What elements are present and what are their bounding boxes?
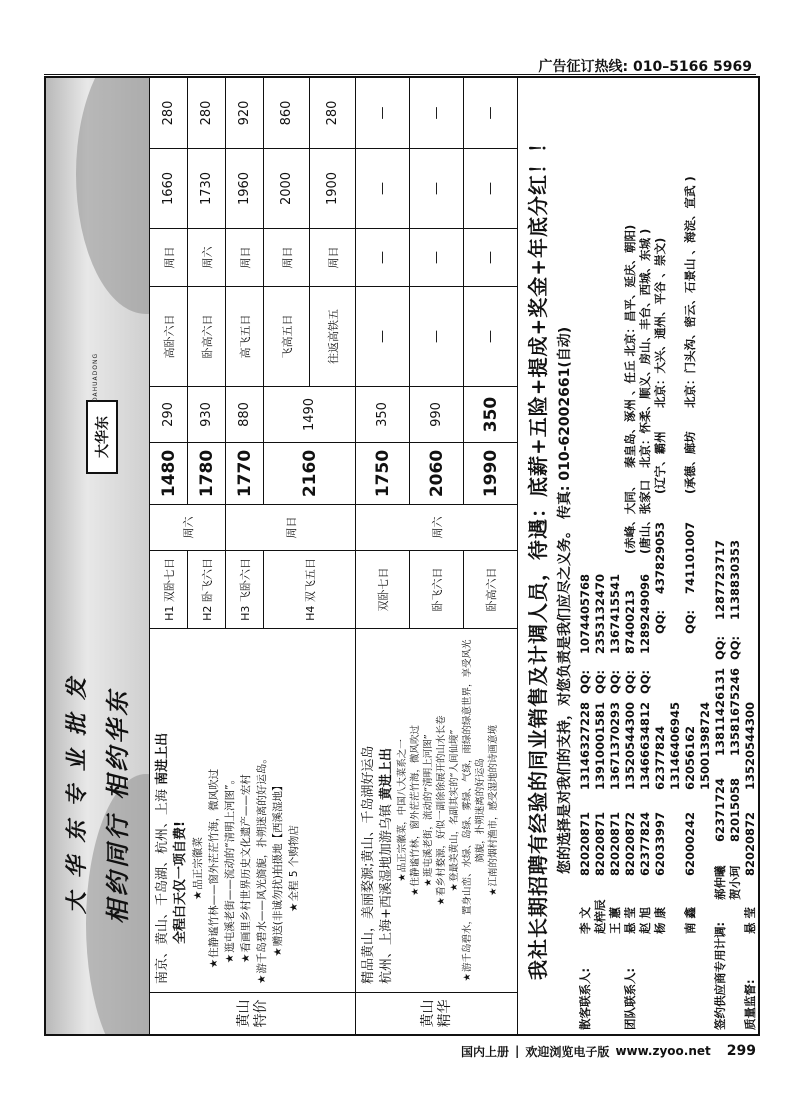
highlight-item: ★ 逛屯溪老街——流动的“清明上河图”。 [222,753,238,984]
contact-row: 散客联系人: 李 文 82020871 13146327228 QQ: 1074405768 [578,573,592,1030]
highlight-item: ★ 赠送(非诚勿扰)拍摄地【西溪湿地】 [270,753,286,984]
return-day-column [150,228,517,286]
price-column [150,442,517,504]
return-mode-cell: — [356,287,410,386]
category-2: 黄山精华 [419,999,453,1028]
return-day-cell: — [356,229,410,286]
contact-row: 赵 旭 62377824 13466634812 QQ: 1289249096 (唐山、张家口 北京：怀柔、顺义、房山、丰台、西城、东城 ) [638,228,652,934]
route-1-flag: 南进上出 [155,732,170,785]
code-cell: H4 双飞五日 [264,551,356,628]
contact-row: 南 鑫 62000242 62056162 15001398724 QQ: 741101007 (承德、廊坊 北京：门头沟、密云、石景山 、海淀、宣武 ) [683,176,712,934]
highlight-item: ★ 全程 5 个购物店 [286,753,302,984]
route-1-highlights [190,753,302,984]
footer-url[interactable]: www.zyoo.net [615,1044,711,1058]
highlight-item: ★ 看乡村婺源，好似一副徐徐展开的山水长卷 [435,637,448,984]
child-price-cell: 930 [188,387,226,442]
return-mode-column [150,286,517,386]
child2-cell: 280 [150,78,188,148]
route-2-title: 精品黄山，美丽婺源;黄山、千岛湖好运岛 [361,745,376,984]
route-1-title: 南京、黄山、千岛湖、杭州、上海 [155,788,170,984]
highlight-item: ★ 看画里乡村世界历史文化遗产——宏村 [238,753,254,984]
price2-cell: — [410,149,464,228]
bottom-rule [44,1034,756,1035]
price2-cell: 1730 [188,149,226,228]
price-cell: 1770 [226,443,264,504]
route-1-subtitle: 全程白天仅一项自费! [173,821,188,944]
footer-text: 欢迎浏览电子版 [525,1044,610,1059]
child-price-cell: 350 [480,396,501,433]
return-mode-cell: 卧高六日 [188,287,226,386]
return-day-cell: 周日 [150,229,188,286]
return-mode-cell: 往返高铁五 [310,287,356,386]
brand-logo-sub: DAHUADONG [92,352,99,402]
price2-cell: 1900 [310,149,356,228]
code-cell: H3 飞卧六日 [226,551,264,628]
child2-column [150,78,517,148]
hotline-label: 广告征订热线: [538,59,629,75]
recruit-headline: 我社长期招聘有经验的同业销售及计调人员，待遇：底薪+五险+提成+奖金+年底分红！！ [526,131,550,981]
recruit-section [516,78,758,1034]
price2-cell: 1660 [150,149,188,228]
category-1: 黄山特价 [150,993,356,1034]
highlight-item: ★ 游千岛碧水，置身山峦、水绿、岛绿、雾绿、气绿，雨绿的绿意世界，享受风光旖旎，扑朔迷离的好运岛 [461,637,487,984]
child2-cell: — [410,78,464,148]
footer-section-label: 国内上册 [461,1044,510,1059]
footer-separator: | [515,1044,520,1058]
depart-cell: 周六 [150,505,226,550]
recruit-subline: 您的选择是对我们的支持，对您负责是我们应尽之义务。 传真: 010-62002661(自动) [557,326,573,874]
code-cell: 卧飞六日 [410,551,464,628]
child2-cell: — [483,106,498,120]
price2-column [150,148,517,228]
highlight-item: ★ 江南的烟村渔市，感受湿地的诗画意境 [487,637,500,984]
route-2-highlights [396,637,500,984]
price2-cell: 2000 [264,149,310,228]
route-2-flag: 黄进上出 [379,747,394,800]
price-cell: 2060 [410,443,464,504]
code-column [150,550,517,628]
child-price-cell: 1490 [264,387,356,442]
highlight-item: ★ 游千岛碧水——风光旖旎，扑朔迷离的好运岛。 [254,753,270,984]
child-price-cell: 880 [226,387,264,442]
return-mode-cell: — [483,330,498,343]
depart-column [150,504,517,550]
banner-slogan-main: 相约同行 相约华东 [103,687,132,924]
fax-label: 传真: [557,485,573,520]
price2-cell: — [483,182,498,195]
contact-row: 团队联系人: 悬 莹 82020872 13520544300 QQ: 87400213 (赤峰、大同、 秦皇岛、涿州 、任丘 北京：昌平、延庆、朝阳) [623,224,637,1030]
return-mode-cell: 高卧六日 [150,287,188,386]
banner [46,78,149,1034]
price-cell: 1990 [480,449,501,498]
return-mode-cell: 飞高五日 [264,287,310,386]
highlight-item: ★ 登最美黄山，名副其实的“人间仙境” [448,637,461,984]
price2-cell: 1960 [226,149,264,228]
contact-row: 贺小珂 82015058 13581675246 QQ: 1138830353 [728,539,742,900]
ad-hotline [538,56,752,76]
return-day-cell: 周日 [264,229,310,286]
depart-cell: 周六 [430,516,444,539]
highlight-item: ★ 住静谧竹林——窗外茫茫竹海，微风吹过 [206,753,222,984]
child-price-cell: 350 [356,387,410,442]
highlight-item: ★ 品正宗徽菜，中国八大菜系之一 [396,637,409,984]
tour-table [149,78,518,1034]
child2-cell: — [356,78,410,148]
price-cell: 1780 [188,443,226,504]
route-2 [356,629,517,992]
highlight-item: ★ 品正宗徽菜 [190,753,206,984]
page-number: 299 [726,1043,756,1059]
code-cell: H1 双卧七日 [150,551,188,628]
ad-panel [44,76,760,1036]
price-cell: 2160 [264,443,356,504]
rotated-content [46,78,758,1034]
brand-logo: 大华东 [86,400,118,474]
top-rule [44,74,756,75]
return-day-cell: 周日 [226,229,264,286]
child2-cell: 860 [264,78,310,148]
route-1 [150,629,356,992]
contact-row: 赵梓辰 82020871 13910001581 QQ: 2353132470 [593,573,607,934]
route-2-title2: 杭州、上海+西溪湿地加游乌镇 [379,804,394,984]
code-cell: 双卧七日 [356,551,410,628]
footer [44,1036,756,1066]
hotline-number: 010–5166 5969 [632,59,752,75]
mountain-shape [76,78,149,314]
child-price-cell: 290 [150,387,188,442]
depart-cell: 周日 [226,505,356,550]
price2-cell: — [356,149,410,228]
banner-slogan-sub: 大 华 东 专 业 批 发 [64,675,90,914]
child2-cell: 920 [226,78,264,148]
price-cell: 1480 [150,443,188,504]
return-day-cell: 周六 [188,229,226,286]
highlight-item: ★ 逛屯溪老街，流动的“清明上河图” [422,637,435,984]
price-cell: 1750 [356,443,410,504]
child2-cell: 280 [310,78,356,148]
child-price-column [150,386,517,442]
contact-row: 杨 康 62033997 62377824 13146406945 QQ: 437829053 (辽宁、霸州 北京：大兴、通州、平谷 、崇文) [653,237,682,934]
code-cell: H2 卧飞六日 [188,551,226,628]
category-column [150,992,517,1034]
return-day-cell: — [483,251,498,264]
child-price-cell: 990 [410,387,464,442]
return-day-cell: 周日 [310,229,356,286]
contact-row: 王 蕙 82020871 13671370293 QQ: 1367415541 [608,573,622,934]
return-day-cell: — [410,229,464,286]
child2-cell: 280 [188,78,226,148]
return-mode-cell: 高飞五日 [226,287,264,386]
code-cell: 卧高六日 [484,567,498,612]
return-mode-cell: — [410,287,464,386]
contact-list [578,148,758,1030]
contact-row: 质量监督: 悬 莹 82020872 13520544300 [743,701,757,1030]
route-column [150,628,517,992]
fax-number: 010-62002661(自动) [557,326,573,481]
highlight-item: ★ 住静谧竹林，窗外茫茫竹海，微风吹过 [409,637,422,984]
contact-row: 签约供应商专用计调: 郝仲曦 62371724 13811426131 QQ: 1287723717 [713,539,727,1030]
